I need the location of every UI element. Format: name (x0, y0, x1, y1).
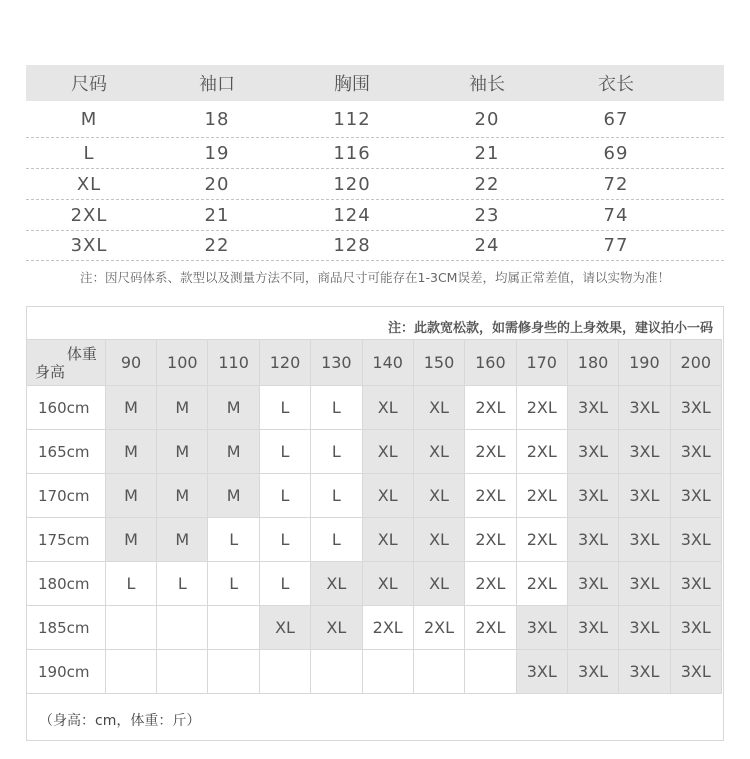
height-row (27, 430, 722, 474)
size-note: 注：因尺码体系、款型以及测量方法不同，商品尺寸可能存在1-3CM误差，均属正常差值，请以实物为准！ (80, 270, 670, 285)
sleeve-cell: 20 (474, 108, 500, 130)
size-row (26, 101, 724, 138)
size-recommendation-cell: L (259, 430, 310, 474)
size-row (26, 138, 724, 169)
weight-header-cell: 100 (157, 340, 208, 386)
length-cell: 77 (603, 235, 629, 256)
size-cell: 2XL (70, 204, 108, 226)
size-recommendation-cell (208, 650, 259, 694)
size-recommendation-cell: 3XL (619, 606, 670, 650)
weight-header-row (27, 340, 722, 386)
size-recommendation-cell: 2XL (362, 606, 413, 650)
size-recommendation-cell: M (208, 386, 259, 430)
size-table (26, 65, 724, 261)
size-recommendation-cell: 3XL (619, 562, 670, 606)
size-recommendation-cell: 3XL (567, 474, 618, 518)
size-recommendation-cell: XL (311, 562, 362, 606)
size-recommendation-cell (105, 650, 156, 694)
size-recommendation-cell: XL (362, 430, 413, 474)
size-recommendation-cell: 3XL (516, 606, 567, 650)
cuff-cell: 22 (204, 235, 230, 256)
size-recommendation-cell: 3XL (516, 650, 567, 694)
size-recommendation-cell: XL (311, 606, 362, 650)
weight-header-cell: 150 (413, 340, 464, 386)
weight-header-cell: 190 (619, 340, 670, 386)
cuff-cell: 20 (204, 173, 230, 195)
weight-header-cell: 200 (670, 340, 721, 386)
size-recommendation-cell (465, 650, 516, 694)
chest-cell: 120 (333, 173, 371, 195)
size-recommendation-cell: 2XL (465, 606, 516, 650)
size-recommendation-cell: M (105, 386, 156, 430)
size-recommendation-cell: 3XL (567, 386, 618, 430)
height-cell: 165cm (27, 430, 106, 474)
sleeve-cell: 21 (474, 142, 500, 164)
size-recommendation-cell: 3XL (567, 606, 618, 650)
size-recommendation-cell: 3XL (670, 474, 721, 518)
size-recommendation-cell: 3XL (567, 650, 618, 694)
size-recommendation-cell: 2XL (465, 474, 516, 518)
height-cell: 175cm (27, 518, 106, 562)
size-recommendation-cell: 3XL (619, 518, 670, 562)
size-recommendation-cell: L (311, 386, 362, 430)
size-recommendation-cell: 2XL (516, 562, 567, 606)
size-recommendation-cell: 2XL (413, 606, 464, 650)
height-row (27, 474, 722, 518)
weight-header-cell: 130 (311, 340, 362, 386)
fit-note: 注：此款宽松款，如需修身些的上身效果，建议拍小一码 (387, 321, 713, 336)
size-recommendation-grid (26, 306, 724, 741)
size-recommendation-cell: 2XL (516, 474, 567, 518)
cuff-cell: 21 (204, 204, 230, 226)
size-recommendation-cell: 2XL (465, 386, 516, 430)
size-recommendation-cell: XL (413, 430, 464, 474)
length-cell: 72 (603, 173, 629, 195)
height-cell: 160cm (27, 386, 106, 430)
size-cell: XL (76, 173, 102, 195)
chest-cell: 124 (333, 204, 371, 226)
size-recommendation-cell (208, 606, 259, 650)
size-recommendation-cell (311, 650, 362, 694)
size-recommendation-cell: 2XL (516, 430, 567, 474)
size-recommendation-cell: XL (413, 474, 464, 518)
sleeve-cell: 23 (474, 204, 500, 226)
size-recommendation-cell: L (259, 562, 310, 606)
size-recommendation-cell (362, 650, 413, 694)
weight-header-cell: 120 (259, 340, 310, 386)
size-recommendation-cell: XL (413, 562, 464, 606)
size-recommendation-cell: 2XL (516, 518, 567, 562)
size-recommendation-cell: 3XL (670, 518, 721, 562)
size-recommendation-cell: M (208, 430, 259, 474)
weight-header-cell: 170 (516, 340, 567, 386)
size-recommendation-cell (157, 606, 208, 650)
height-row (27, 562, 722, 606)
chest-cell: 128 (333, 235, 371, 256)
size-table-header (26, 65, 724, 101)
chest-cell: 112 (333, 108, 371, 130)
size-recommendation-cell: 3XL (619, 650, 670, 694)
size-recommendation-cell: XL (362, 474, 413, 518)
header-length: 衣长 (598, 74, 634, 95)
weight-header-cell: 180 (567, 340, 618, 386)
size-recommendation-cell: 3XL (670, 386, 721, 430)
size-recommendation-cell: XL (413, 386, 464, 430)
units-footer: （身高：cm，体重：斤） (39, 713, 201, 729)
weight-header-cell: 90 (105, 340, 156, 386)
weight-axis-label: 体重 (66, 345, 97, 363)
header-size: 尺码 (71, 74, 107, 95)
height-cell: 185cm (27, 606, 106, 650)
size-recommendation-cell: L (311, 474, 362, 518)
size-recommendation-cell: L (259, 386, 310, 430)
size-recommendation-cell: 3XL (619, 474, 670, 518)
size-recommendation-cell: 2XL (516, 386, 567, 430)
cuff-cell: 19 (204, 142, 230, 164)
size-recommendation-cell (105, 606, 156, 650)
recommendation-table (26, 339, 722, 694)
size-recommendation-cell: 3XL (567, 562, 618, 606)
size-recommendation-cell: M (105, 430, 156, 474)
size-recommendation-cell: XL (362, 386, 413, 430)
weight-header-cell: 110 (208, 340, 259, 386)
length-cell: 69 (603, 142, 629, 164)
header-cuff: 袖口 (199, 74, 235, 95)
size-cell: L (83, 142, 95, 164)
size-recommendation-cell: 3XL (670, 562, 721, 606)
size-recommendation-cell: L (259, 518, 310, 562)
sleeve-cell: 22 (474, 173, 500, 195)
chest-cell: 116 (333, 142, 371, 164)
size-recommendation-cell: 3XL (670, 650, 721, 694)
size-recommendation-cell: 2XL (465, 518, 516, 562)
size-row (26, 200, 724, 231)
height-cell: 180cm (27, 562, 106, 606)
size-row (26, 231, 724, 261)
size-recommendation-cell: 3XL (670, 606, 721, 650)
weight-header-cell: 140 (362, 340, 413, 386)
size-recommendation-cell: XL (362, 562, 413, 606)
size-recommendation-cell (157, 650, 208, 694)
size-recommendation-cell: M (157, 386, 208, 430)
size-recommendation-cell (259, 650, 310, 694)
height-axis-label: 身高 (35, 363, 66, 381)
size-recommendation-cell: 3XL (670, 430, 721, 474)
size-row (26, 169, 724, 200)
length-cell: 74 (603, 204, 629, 226)
size-recommendation-cell (413, 650, 464, 694)
size-recommendation-cell: 3XL (567, 430, 618, 474)
size-recommendation-cell: 2XL (465, 562, 516, 606)
size-recommendation-cell: L (311, 518, 362, 562)
height-row (27, 386, 722, 430)
weight-header-cell: 160 (465, 340, 516, 386)
size-recommendation-cell: XL (413, 518, 464, 562)
size-recommendation-cell: M (105, 474, 156, 518)
size-recommendation-cell: L (157, 562, 208, 606)
header-chest: 胸围 (334, 74, 370, 95)
size-recommendation-cell: XL (259, 606, 310, 650)
size-recommendation-cell: M (157, 518, 208, 562)
size-recommendation-cell: M (157, 430, 208, 474)
height-row (27, 518, 722, 562)
size-recommendation-cell: M (208, 474, 259, 518)
size-recommendation-cell: M (105, 518, 156, 562)
size-cell: M (80, 108, 98, 130)
height-row (27, 606, 722, 650)
corner-cell (27, 340, 106, 386)
height-row (27, 650, 722, 694)
sleeve-cell: 24 (474, 235, 500, 256)
size-recommendation-cell: L (208, 562, 259, 606)
height-cell: 170cm (27, 474, 106, 518)
size-recommendation-cell: L (105, 562, 156, 606)
size-recommendation-cell: XL (362, 518, 413, 562)
size-recommendation-cell: M (157, 474, 208, 518)
size-recommendation-cell: 3XL (619, 386, 670, 430)
size-recommendation-cell: 2XL (465, 430, 516, 474)
size-recommendation-cell: L (311, 430, 362, 474)
size-recommendation-cell: 3XL (619, 430, 670, 474)
size-recommendation-cell: L (259, 474, 310, 518)
size-recommendation-cell: 3XL (567, 518, 618, 562)
size-recommendation-cell: L (208, 518, 259, 562)
size-cell: 3XL (70, 235, 108, 256)
height-cell: 190cm (27, 650, 106, 694)
length-cell: 67 (603, 108, 629, 130)
header-sleeve: 袖长 (469, 74, 505, 95)
cuff-cell: 18 (204, 108, 230, 130)
